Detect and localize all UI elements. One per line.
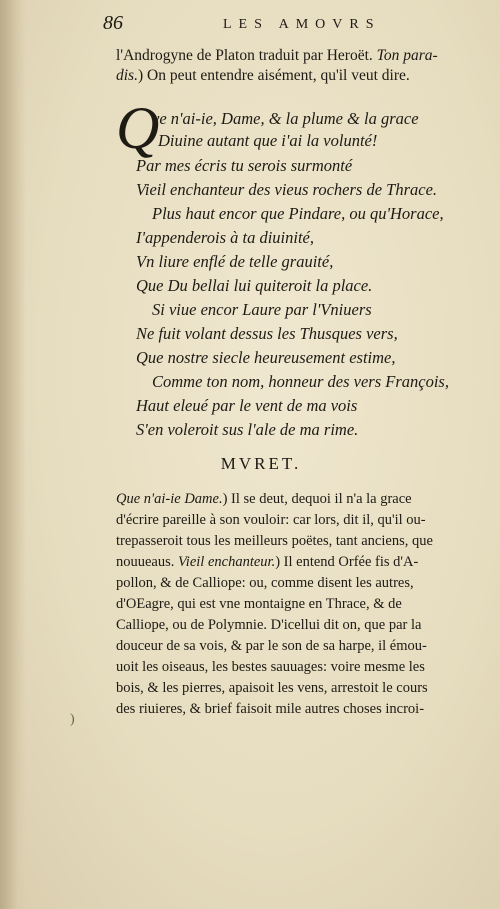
commentary-line: pollon, & de Calliope: ou, comme disent les autres, [116, 575, 414, 591]
intro-text: l'Androgyne de Platon traduit par Heroët. [116, 47, 373, 64]
commentary-line: d'OEagre, qui est vne montaigne en Thrace, & de [116, 596, 402, 612]
commentary-line: Calliope, ou de Polymnie. D'icellui dit on, que par la [116, 617, 422, 633]
commentary-line [116, 552, 418, 572]
commentary-line [116, 489, 412, 509]
commentary-lemma: Que n'ai-ie Dame. [116, 491, 223, 507]
commentary-line: des riuieres, & brief faisoit mile autres choses incroi- [116, 701, 425, 717]
commentary-line: bois, & les pierres, apaisoit les vens, arrestoit le cours [116, 680, 428, 696]
sonnet-line: S'en voleroit sus l'ale de ma rime. [136, 420, 359, 439]
intro-text-2: ) On peut entendre aisément, qu'il veut dire. [137, 67, 410, 84]
intro-lemma-end: dis. [116, 67, 138, 84]
running-head: LES AMOVRS [223, 17, 381, 32]
commentary-lemma: Vieil enchanteur. [178, 554, 276, 570]
sonnet-line: Que Du bellai lui quiteroit la place. [136, 276, 373, 295]
commentary-line: douceur de sa vois, & par le son de sa harpe, il émou- [116, 638, 427, 654]
intro-lemma: Ton para- [376, 47, 438, 64]
sonnet-line: Haut eleué par le vent de ma vois [136, 396, 358, 415]
intro-line-1 [116, 46, 438, 66]
sonnet-line: Ne fuit volant dessus les Thusques vers, [136, 324, 398, 343]
margin-bracket: ) [70, 712, 75, 727]
intro-line-2 [116, 66, 410, 86]
sonnet-line: I'appenderois à ta diuinité, [136, 228, 314, 247]
sonnet-line: Vieil enchanteur des vieus rochers de Thrace. [136, 180, 438, 199]
sonnet-line: ve n'ai-ie, Dame, & la plume & la grace [152, 109, 419, 128]
commentary-line: uoit les oiseaus, les bestes sauuages: voire mesme les [116, 659, 425, 675]
sonnet-line: Diuine autant que i'ai la volunté! [158, 131, 378, 150]
commentary-title: MVRET. [220, 454, 302, 473]
page-header [103, 12, 473, 40]
commentary-line: trepasseroit tous les meilleurs poëtes, tant anciens, que [116, 533, 433, 549]
drop-capital: Q [116, 95, 160, 161]
sonnet-line: Vn liure enflé de telle grauité, [136, 252, 334, 271]
commentary-line: d'écrire pareille à son vouloir: car lors, dit il, qu'il ou- [116, 512, 426, 528]
commentary-text: ) Il se deut, dequoi il n'a la grace [222, 491, 412, 507]
commentary-text: nouueaus. [116, 554, 175, 570]
sonnet-line: Comme ton nom, honneur des vers François, [152, 372, 449, 391]
sonnet-line: Plus haut encor que Pindare, ou qu'Horace, [152, 204, 444, 223]
sonnet-line: Par mes écris tu serois surmonté [136, 156, 353, 175]
page-number: 86 [103, 12, 123, 34]
sonnet-line: Que nostre siecle heureusement estime, [136, 348, 396, 367]
sonnet-line: Si viue encor Laure par l'Vniuers [152, 300, 372, 319]
commentary-text: ) Il entend Orfée fis d'A- [275, 554, 419, 570]
